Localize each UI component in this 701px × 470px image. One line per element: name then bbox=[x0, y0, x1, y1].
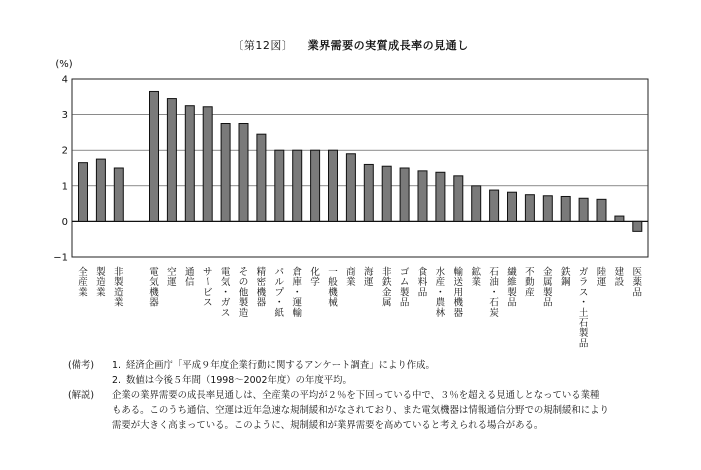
svg-text:・: ・ bbox=[489, 287, 499, 299]
svg-text:商: 商 bbox=[346, 267, 356, 278]
svg-text:不: 不 bbox=[525, 267, 535, 278]
svg-text:・: ・ bbox=[578, 297, 589, 309]
note-1-index: 1. bbox=[112, 360, 121, 371]
y-tick-label: 0 bbox=[61, 216, 68, 228]
svg-text:造: 造 bbox=[238, 307, 249, 319]
bar bbox=[436, 172, 445, 221]
svg-text:非: 非 bbox=[381, 267, 392, 278]
bar bbox=[275, 150, 284, 221]
x-tick-label bbox=[579, 267, 589, 349]
svg-text:運: 運 bbox=[596, 277, 607, 289]
svg-text:品: 品 bbox=[507, 297, 517, 309]
svg-text:紙: 紙 bbox=[274, 307, 285, 319]
x-tick-label bbox=[167, 266, 177, 288]
x-tick-label bbox=[346, 266, 356, 288]
svg-text:輸: 輸 bbox=[453, 267, 464, 278]
svg-text:器: 器 bbox=[256, 297, 267, 309]
svg-text:そ: そ bbox=[238, 267, 249, 278]
svg-text:鉄: 鉄 bbox=[381, 277, 392, 289]
svg-text:空: 空 bbox=[167, 267, 177, 278]
x-tick-label bbox=[400, 267, 410, 309]
svg-text:の: の bbox=[238, 277, 249, 289]
kaisetsu-label: (解説) bbox=[68, 390, 95, 401]
svg-text:精: 精 bbox=[256, 267, 267, 278]
x-tick-label bbox=[436, 266, 446, 319]
figure-title: 業界需要の実質成長率の見通し bbox=[307, 39, 469, 52]
bar bbox=[346, 154, 355, 222]
svg-text:石: 石 bbox=[578, 318, 589, 329]
svg-text:産: 産 bbox=[78, 277, 88, 289]
svg-text:機: 機 bbox=[453, 297, 464, 309]
x-tick-label bbox=[364, 266, 374, 288]
x-tick-label bbox=[114, 266, 124, 309]
svg-text:運: 運 bbox=[167, 277, 177, 289]
svg-text:業: 業 bbox=[346, 277, 356, 289]
svg-text:他: 他 bbox=[238, 287, 249, 299]
svg-text:産: 産 bbox=[435, 277, 446, 289]
bar bbox=[239, 124, 248, 222]
svg-text:料: 料 bbox=[417, 277, 428, 289]
bar bbox=[597, 199, 606, 221]
svg-text:庫: 庫 bbox=[292, 277, 302, 289]
svg-text:製: 製 bbox=[399, 287, 410, 299]
svg-text:・: ・ bbox=[274, 297, 285, 309]
svg-text:ー: ー bbox=[201, 276, 213, 286]
svg-text:食: 食 bbox=[417, 267, 428, 278]
svg-text:製: 製 bbox=[96, 267, 106, 278]
svg-text:倉: 倉 bbox=[292, 267, 302, 278]
svg-text:製: 製 bbox=[507, 287, 517, 299]
svg-text:鋼: 鋼 bbox=[560, 277, 571, 289]
svg-text:土: 土 bbox=[578, 307, 589, 319]
x-tick-label bbox=[543, 266, 553, 309]
svg-text:属: 属 bbox=[381, 297, 392, 309]
svg-text:全: 全 bbox=[78, 267, 88, 278]
note-1-text: 経済企画庁「平成９年度企業行動に関するアンケート調査」により作成。 bbox=[126, 360, 435, 371]
svg-text:医: 医 bbox=[632, 267, 643, 278]
svg-text:製: 製 bbox=[114, 277, 124, 289]
svg-text:機: 機 bbox=[149, 287, 159, 299]
svg-text:・: ・ bbox=[435, 287, 446, 299]
svg-text:通: 通 bbox=[185, 267, 195, 278]
bar bbox=[203, 107, 212, 222]
svg-text:品: 品 bbox=[578, 338, 589, 350]
svg-text:炭: 炭 bbox=[489, 307, 499, 319]
svg-text:サ: サ bbox=[202, 267, 213, 278]
svg-text:運: 運 bbox=[292, 297, 302, 309]
svg-text:用: 用 bbox=[453, 287, 464, 299]
svg-text:ガ: ガ bbox=[578, 267, 589, 278]
bar bbox=[96, 159, 105, 221]
x-tick-label bbox=[418, 266, 428, 298]
x-tick-label bbox=[507, 266, 517, 309]
svg-text:器: 器 bbox=[453, 307, 464, 319]
bar bbox=[472, 186, 481, 222]
bar bbox=[382, 166, 391, 221]
svg-text:械: 械 bbox=[328, 297, 338, 309]
x-tick-label bbox=[471, 266, 481, 288]
svg-text:プ: プ bbox=[274, 287, 285, 299]
bar bbox=[454, 176, 463, 222]
x-tick-label bbox=[382, 266, 392, 309]
bar bbox=[167, 99, 176, 222]
svg-text:学: 学 bbox=[310, 277, 320, 289]
svg-text:器: 器 bbox=[149, 297, 159, 309]
svg-text:農: 農 bbox=[435, 297, 446, 309]
svg-text:・: ・ bbox=[220, 287, 231, 299]
note-2-text: 数値は今後５年間（1998〜2002年度）の年度平均。 bbox=[126, 375, 352, 386]
svg-text:動: 動 bbox=[525, 277, 535, 289]
svg-text:品: 品 bbox=[417, 287, 428, 299]
bar bbox=[400, 168, 409, 221]
svg-text:製: 製 bbox=[238, 297, 249, 309]
svg-text:ム: ム bbox=[399, 277, 410, 289]
svg-text:設: 設 bbox=[614, 277, 625, 289]
svg-text:鉄: 鉄 bbox=[560, 267, 571, 278]
svg-text:化: 化 bbox=[310, 267, 320, 278]
svg-text:ス: ス bbox=[202, 297, 213, 309]
x-tick-label bbox=[96, 266, 106, 298]
x-tick-label bbox=[454, 266, 464, 319]
svg-text:油: 油 bbox=[489, 277, 499, 289]
x-tick-label bbox=[202, 267, 213, 309]
bar bbox=[490, 190, 499, 221]
svg-text:ル: ル bbox=[274, 277, 285, 289]
svg-text:薬: 薬 bbox=[632, 277, 643, 289]
svg-text:電: 電 bbox=[149, 267, 159, 278]
x-tick-label bbox=[292, 266, 302, 319]
bar bbox=[633, 221, 642, 231]
svg-text:機: 機 bbox=[328, 287, 338, 299]
svg-text:信: 信 bbox=[185, 277, 195, 289]
x-tick-label bbox=[615, 266, 625, 288]
bar bbox=[185, 106, 194, 222]
svg-text:属: 属 bbox=[543, 277, 553, 289]
svg-text:一: 一 bbox=[328, 267, 338, 278]
svg-text:輸: 輸 bbox=[292, 307, 302, 319]
svg-text:・: ・ bbox=[292, 287, 302, 299]
svg-text:運: 運 bbox=[364, 277, 374, 289]
x-tick-label bbox=[185, 267, 195, 288]
svg-text:海: 海 bbox=[364, 267, 374, 278]
bar bbox=[543, 196, 552, 222]
y-tick-label: 2 bbox=[61, 145, 68, 157]
biko-label: (備考) bbox=[68, 360, 95, 371]
x-tick-label bbox=[149, 267, 159, 309]
x-tick-label bbox=[489, 267, 499, 319]
svg-text:業: 業 bbox=[114, 297, 124, 309]
bar bbox=[79, 163, 88, 222]
y-tick-label: 4 bbox=[61, 74, 68, 86]
bar bbox=[615, 216, 624, 221]
svg-text:石: 石 bbox=[489, 297, 499, 309]
bar bbox=[221, 124, 230, 222]
svg-text:産: 産 bbox=[525, 287, 535, 299]
svg-text:金: 金 bbox=[381, 287, 392, 299]
svg-text:林: 林 bbox=[435, 307, 446, 319]
bar bbox=[525, 195, 534, 222]
svg-text:ゴ: ゴ bbox=[399, 267, 410, 278]
svg-text:維: 維 bbox=[507, 277, 517, 289]
svg-text:水: 水 bbox=[435, 267, 446, 278]
bar bbox=[329, 150, 338, 221]
y-tick-label: 1 bbox=[61, 181, 68, 193]
bar bbox=[311, 150, 320, 221]
svg-text:気: 気 bbox=[220, 277, 231, 289]
figure-number: 〔第12図〕 bbox=[232, 39, 294, 52]
y-tick-label: 3 bbox=[61, 110, 68, 122]
bar bbox=[293, 150, 302, 221]
x-tick-label bbox=[310, 266, 320, 288]
y-axis-label: (%) bbox=[55, 59, 73, 70]
svg-text:非: 非 bbox=[114, 267, 124, 278]
x-tick-label bbox=[525, 267, 535, 298]
svg-text:般: 般 bbox=[328, 277, 338, 289]
svg-text:金: 金 bbox=[543, 267, 553, 278]
svg-text:品: 品 bbox=[543, 297, 553, 309]
x-tick-label bbox=[633, 267, 643, 298]
x-tick-label bbox=[257, 266, 267, 309]
bar bbox=[150, 91, 159, 221]
bar bbox=[257, 134, 266, 221]
svg-text:ス: ス bbox=[220, 307, 231, 319]
svg-text:鉱: 鉱 bbox=[471, 267, 481, 278]
svg-text:品: 品 bbox=[399, 297, 410, 309]
bar bbox=[508, 192, 517, 221]
svg-text:品: 品 bbox=[632, 287, 643, 299]
svg-text:業: 業 bbox=[78, 287, 88, 299]
svg-text:パ: パ bbox=[274, 267, 285, 278]
x-tick-label bbox=[561, 266, 571, 288]
y-tick-label: −1 bbox=[53, 252, 68, 264]
x-tick-label bbox=[78, 266, 88, 298]
svg-text:電: 電 bbox=[220, 267, 231, 278]
x-tick-label bbox=[239, 267, 249, 319]
svg-text:ラ: ラ bbox=[578, 277, 589, 289]
svg-text:ビ: ビ bbox=[202, 287, 213, 299]
svg-text:建: 建 bbox=[614, 267, 625, 278]
svg-text:気: 気 bbox=[149, 277, 159, 289]
svg-text:造: 造 bbox=[96, 277, 106, 289]
svg-text:陸: 陸 bbox=[596, 267, 607, 278]
svg-text:繊: 繊 bbox=[507, 267, 517, 278]
x-tick-label bbox=[221, 267, 231, 319]
kaisetsu-line-3: 需要が大きく高まっている。このように、規制緩和が業界需要を高めていると考えられる場合がある。 bbox=[112, 420, 544, 431]
x-tick-label bbox=[275, 267, 285, 319]
kaisetsu-line-2: もある。このうち通信、空運は近年急速な規制緩和がなされており、また電気機器は情報通信分野での規制緩和により bbox=[112, 405, 609, 416]
svg-text:機: 機 bbox=[256, 287, 267, 299]
bar bbox=[364, 164, 373, 221]
svg-text:業: 業 bbox=[96, 287, 106, 299]
svg-text:送: 送 bbox=[453, 277, 464, 289]
svg-text:ガ: ガ bbox=[220, 297, 231, 309]
svg-text:石: 石 bbox=[489, 267, 499, 278]
svg-text:製: 製 bbox=[543, 287, 553, 299]
svg-text:業: 業 bbox=[471, 277, 481, 289]
note-2-index: 2. bbox=[112, 375, 121, 386]
notes-section bbox=[68, 358, 668, 433]
bar bbox=[561, 196, 570, 221]
svg-text:ス: ス bbox=[578, 287, 589, 299]
svg-text:製: 製 bbox=[578, 328, 589, 340]
svg-text:造: 造 bbox=[114, 287, 124, 299]
bar bbox=[579, 198, 588, 221]
svg-text:密: 密 bbox=[256, 277, 267, 289]
bar bbox=[418, 171, 427, 222]
x-tick-label bbox=[328, 267, 338, 309]
kaisetsu-line-1: 企業の業界需要の成長率見通しは、全産業の平均が２％を下回っている中で、３％を超える見通しとなっている業種 bbox=[112, 390, 600, 401]
x-tick-label bbox=[597, 266, 607, 288]
bar bbox=[114, 168, 123, 221]
